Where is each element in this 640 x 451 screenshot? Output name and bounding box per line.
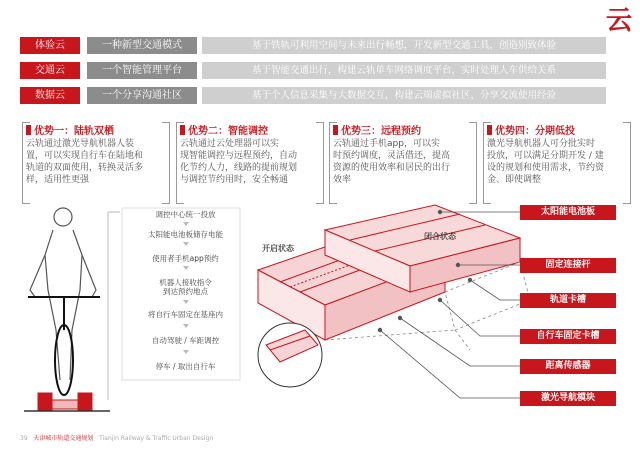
down-arrow-icon <box>183 222 189 226</box>
row-tag: 一种新型交通模式 <box>87 37 197 54</box>
down-arrow-icon <box>183 324 189 328</box>
advantage-line: 化节约人力，线路的提前规划 <box>180 163 298 173</box>
label-fixed-rod: 固定连接杆 <box>520 258 616 273</box>
connector-dot <box>378 328 382 332</box>
cyclist-illustration <box>30 208 96 380</box>
row-description: 基于智能交通出行，构建云轨单车网络调度平台，实时处理人车供给关系 <box>202 62 606 79</box>
down-arrow-icon <box>183 266 189 270</box>
advantage-title-text: 优势四：分期低投 <box>495 126 575 137</box>
flow-step: 使用者手机app预约 <box>138 254 233 263</box>
label-rail-groove: 轨道卡槽 <box>520 293 616 308</box>
flow-step: 太阳能电池板储存电能 <box>138 230 233 239</box>
footer-subtitle: Tianjin Railway & Traffic Urban Design <box>99 435 214 442</box>
advantage-line: 金、即使调整 <box>487 175 542 185</box>
state-open-label: 开启状态 <box>262 244 294 253</box>
connector-dot <box>398 316 402 320</box>
advantage-line: 云轨通过云处理器可以实 <box>180 139 280 149</box>
advantage-title-text: 优势三：远程预约 <box>341 126 421 137</box>
row-category: 体验云 <box>20 37 82 54</box>
row-description: 基于个人信息采集与大数据交互，构建云端虚拟社区，分享交流使用经验 <box>202 87 606 104</box>
row-category: 交通云 <box>20 62 82 79</box>
cyclist-arm <box>82 255 96 297</box>
connector-dot <box>438 298 442 302</box>
cyclist-head <box>54 208 72 226</box>
advantage-line: 投放，可以满足分期开发 / 建 <box>487 151 604 161</box>
advantage-line: 设的规划和使用需求，节约资 <box>487 163 605 173</box>
label-bike-fix-groove: 自行车固定卡槽 <box>520 329 616 344</box>
advantage-line: 轨道的双面使用，转换灵活多 <box>26 163 144 173</box>
cyclist-arm <box>30 255 45 297</box>
down-arrow-icon <box>183 350 189 354</box>
connector-dot <box>456 263 460 267</box>
advantage-line: 云轨通过手机app，可以实 <box>333 139 440 149</box>
advantage-line: 时预约调度，灵活借还，提高 <box>333 151 451 161</box>
advantage-line: 与调控节约用时，安全畅通 <box>180 175 289 185</box>
track-outline <box>455 330 470 350</box>
connector-groove <box>470 280 520 300</box>
rail-block <box>38 393 52 411</box>
advantage-line: 激光导航机器人可分批实时 <box>487 139 596 149</box>
rail-base <box>24 393 110 411</box>
connector-dot <box>468 278 472 282</box>
connector-laser <box>380 330 520 398</box>
advantage-line: 资源的使用效率和居民的出行 <box>333 163 451 173</box>
advantage-line: 置，可以实现自行车在陆地和 <box>26 151 144 161</box>
flow-steps <box>120 206 245 386</box>
footer <box>20 433 213 442</box>
advantage-title-text: 优势一：陆轨双栖 <box>34 126 114 137</box>
footer-title: 天津城市轨道交通规划 <box>33 435 94 442</box>
rail-track <box>52 400 78 409</box>
connector-sensor <box>400 318 520 366</box>
down-arrow-icon <box>183 242 189 246</box>
advantage-line: 云轨通过激光导航机器人装 <box>26 139 135 149</box>
state-closed-label: 闭合状态 <box>424 232 456 241</box>
flow-step: 自动驾驶 / 车距调控 <box>138 336 233 345</box>
rail-block <box>78 393 92 411</box>
advantage-title-text: 优势二：智能调控 <box>188 126 268 137</box>
flow-step: 机器人接收指令 到达预约地点 <box>138 278 233 296</box>
label-laser-module: 激光导航模块 <box>520 391 616 406</box>
detail-inset <box>258 323 322 387</box>
cyclist-body <box>45 230 60 380</box>
row-category: 数据云 <box>20 87 82 104</box>
row-description: 基于铁轨可利用空间与未来出行畅想，开发新型交通工具，创造别致体验 <box>202 37 606 54</box>
down-arrow-icon <box>183 300 189 304</box>
cyclist-body <box>70 230 82 380</box>
advantage-line: 效率 <box>333 175 352 185</box>
flow-step: 将自行车固定在基座内 <box>138 310 233 319</box>
page-number: 39 <box>20 435 28 442</box>
flow-step: 停车 / 取出自行车 <box>138 362 233 371</box>
advantage-line: 样，适用性更强 <box>26 175 90 185</box>
brand-logo: 云 <box>605 6 632 36</box>
label-solar-panel: 太阳能电池板 <box>520 205 616 220</box>
row-tag: 一个分享沟通社区 <box>87 87 197 104</box>
bicycle-icon <box>28 297 100 395</box>
row-tag: 一个智能管理平台 <box>87 62 197 79</box>
flow-step: 调控中心统一投放 <box>138 210 233 219</box>
label-distance-sensor: 距离传感器 <box>520 359 616 374</box>
connector-dot <box>438 210 442 214</box>
advantage-line: 现智能调控与远程预约，自动 <box>180 151 298 161</box>
